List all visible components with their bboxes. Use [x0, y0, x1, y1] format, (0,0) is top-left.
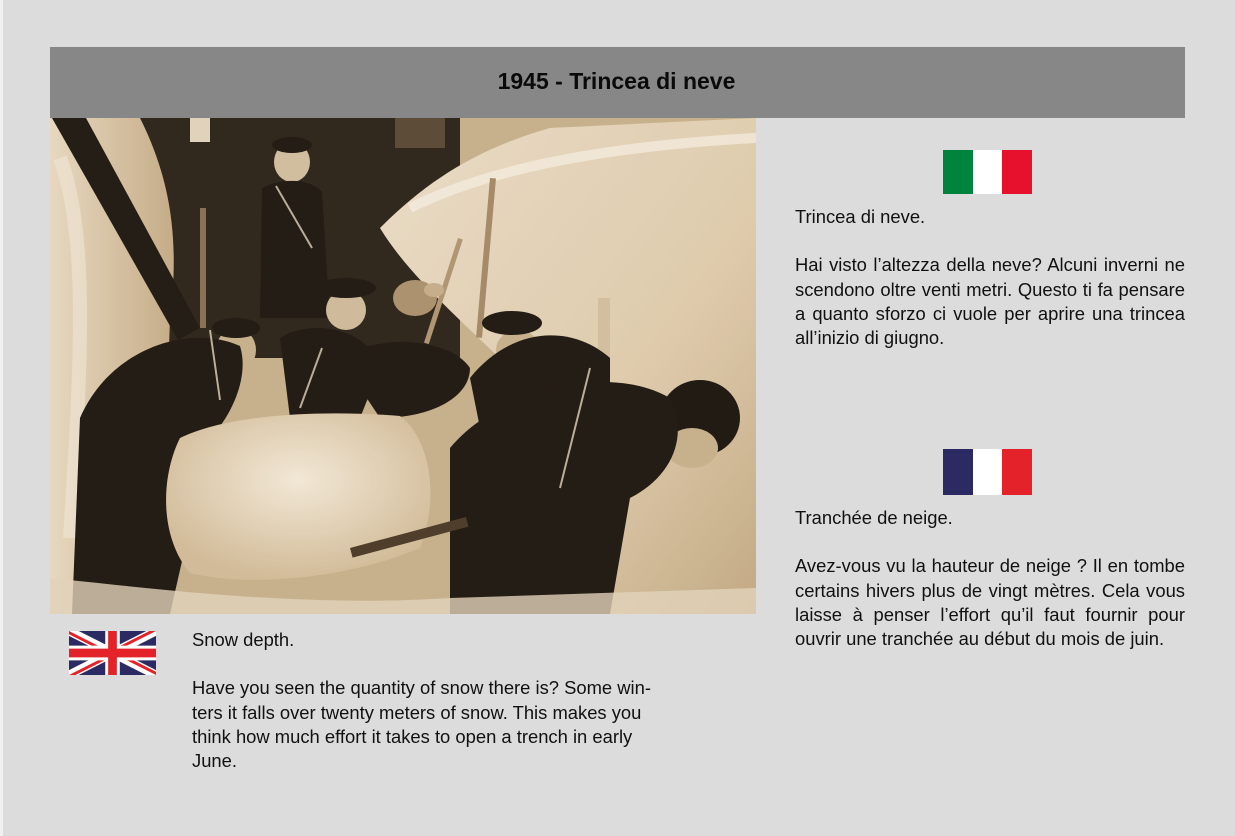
- page-edge: [0, 0, 3, 836]
- historic-photo: [50, 118, 756, 614]
- uk-flag-icon: [69, 631, 156, 675]
- english-body-line: think how much effort it takes to open a trench in early: [192, 725, 633, 747]
- english-body-line: Have you seen the quantity of snow there is? Some win-: [192, 677, 651, 699]
- italian-heading: Trincea di neve.: [795, 206, 926, 227]
- title-bar: [50, 47, 1185, 118]
- italian-text: [795, 205, 1185, 350]
- france-flag-icon: [943, 449, 1032, 495]
- italy-flag-icon: [943, 150, 1032, 194]
- french-body: Avez-vous vu la hauteur de neige ? Il en tombe certains hivers plus de vingt mètres. Cela vous laisse à penser l’effort qu’il faut fournir pour ouvrir une tranchée au début du mois de juin.: [795, 555, 1185, 650]
- french-text: [795, 506, 1185, 651]
- english-body: [192, 676, 682, 773]
- english-body-line: ters it falls over twenty meters of snow. This makes you: [192, 701, 642, 723]
- english-text: [192, 628, 682, 773]
- snow-trench-photo: [50, 118, 756, 614]
- italian-body: Hai visto l’altezza della neve? Alcuni inverni ne scendono oltre venti metri. Questo ti fa pensare a quanto sforzo ci vuole per aprire una trincea all’inizio di giugno.: [795, 254, 1185, 349]
- page-title: 1945 - Trincea di neve: [497, 68, 736, 94]
- english-body-line: June.: [192, 750, 237, 772]
- french-heading: Tranchée de neige.: [795, 507, 953, 528]
- english-heading: Snow depth.: [192, 629, 295, 650]
